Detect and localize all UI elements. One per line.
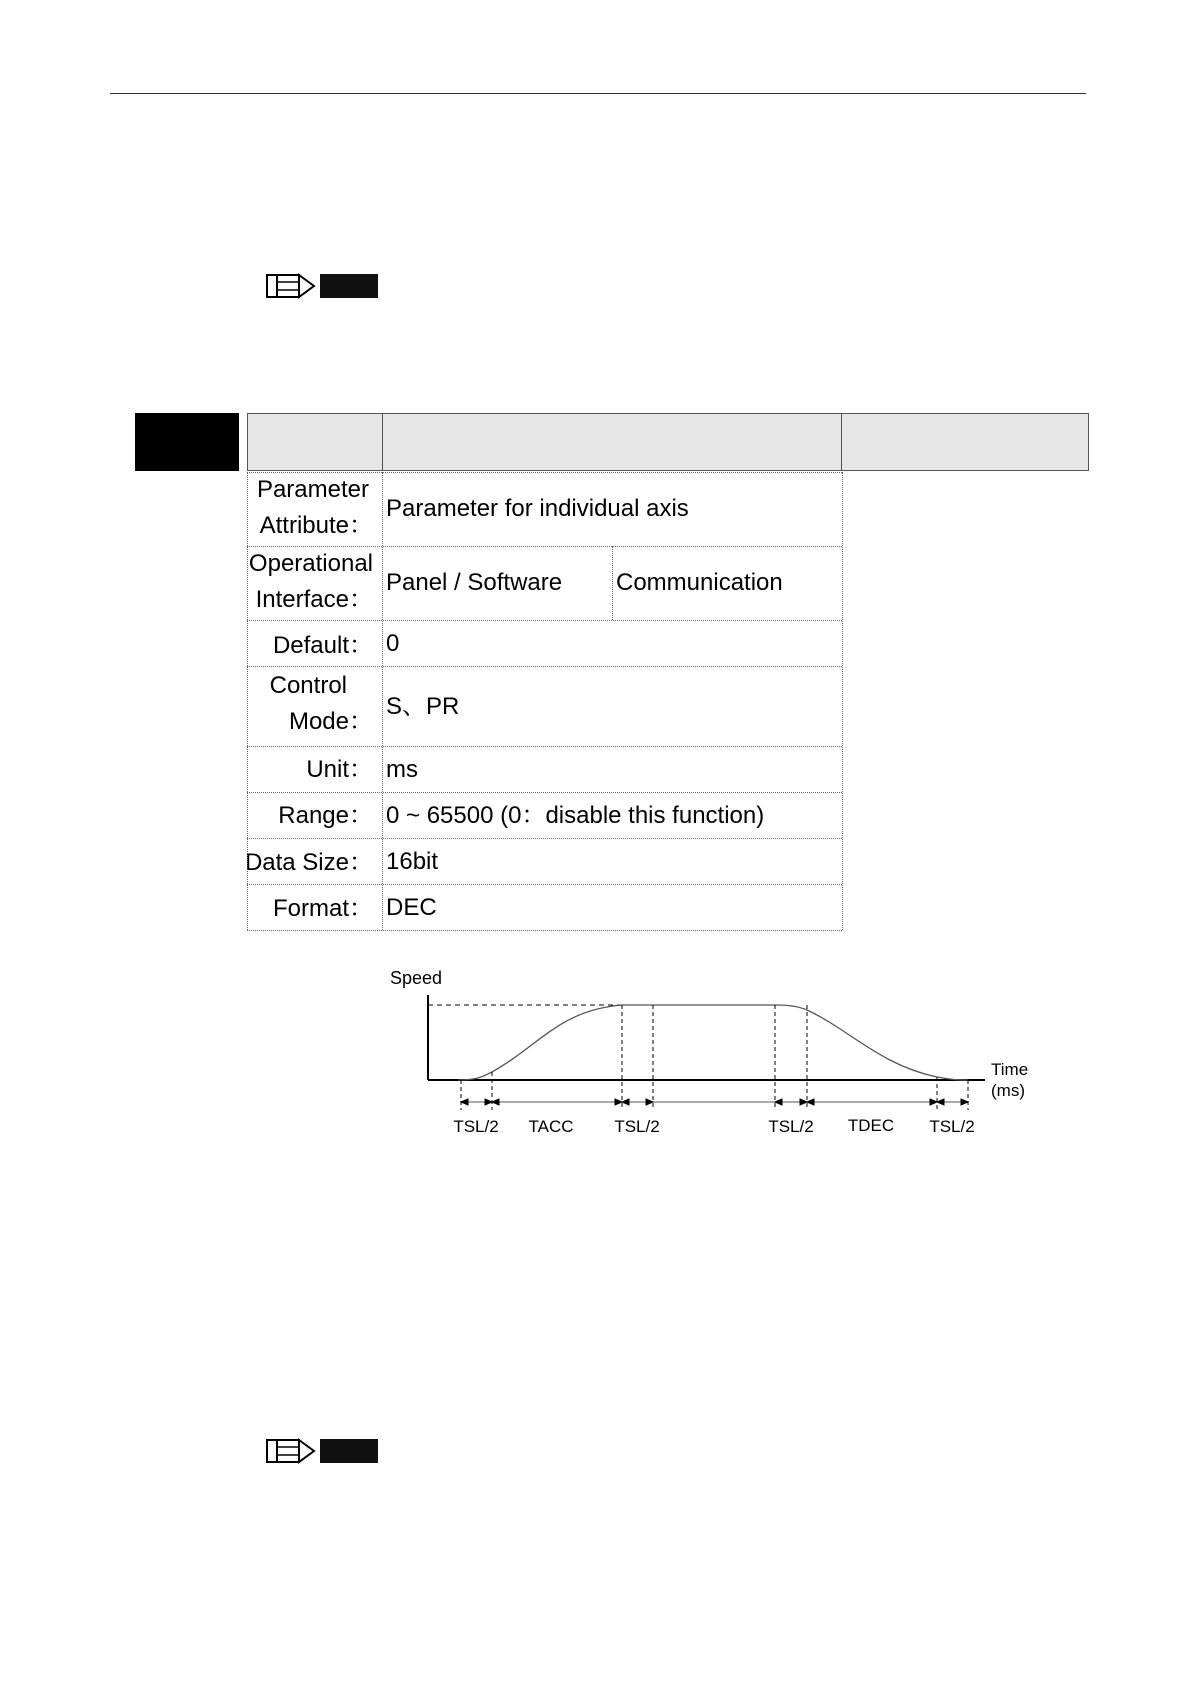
note-pencil-icon xyxy=(266,272,378,300)
grid-line xyxy=(247,546,842,547)
segment-label-tsl-2: TSL/2 xyxy=(614,1117,660,1136)
header-cell-1 xyxy=(247,413,383,471)
value-default: 0 xyxy=(386,630,400,657)
diagram-y-label: Speed xyxy=(390,968,443,988)
s-curve-timing-diagram xyxy=(380,955,1040,1145)
header-cell-2 xyxy=(382,413,842,471)
value-parameter-attribute: Parameter for individual axis xyxy=(386,495,689,522)
segment-markers xyxy=(461,1005,968,1110)
grid-line xyxy=(247,620,842,621)
grid-line xyxy=(247,884,842,885)
segment-label-tsl-4: TSL/2 xyxy=(929,1117,975,1136)
grid-line xyxy=(842,472,843,930)
header-cell-3 xyxy=(841,413,1089,471)
label-format: Format： xyxy=(272,895,373,922)
grid-line xyxy=(247,472,248,930)
value-control-mode: S、PR xyxy=(386,693,460,720)
grid-line xyxy=(247,838,842,839)
grid-line xyxy=(382,472,383,930)
grid-line xyxy=(247,666,842,667)
grid-line xyxy=(247,930,842,931)
grid-line xyxy=(247,792,842,793)
label-operational-interface: Operational Interface： xyxy=(248,550,373,613)
label-unit: Unit： xyxy=(306,756,373,783)
label-default: Default： xyxy=(272,632,373,659)
dimension-arrows xyxy=(461,1099,968,1105)
diagram-x-label-line1: Time xyxy=(991,1060,1029,1079)
segment-label-tsl-1: TSL/2 xyxy=(453,1117,499,1136)
label-control-mode: Control Mode： xyxy=(269,672,373,735)
grid-line xyxy=(612,546,613,620)
parameter-code-tab xyxy=(135,413,239,471)
grid-line xyxy=(247,472,842,473)
segment-label-tdec: TDEC xyxy=(847,1116,895,1135)
segment-label-tsl-3: TSL/2 xyxy=(768,1117,814,1136)
segment-label-tacc: TACC xyxy=(528,1117,574,1136)
diagram-x-label-line2: (ms) xyxy=(991,1081,1025,1100)
label-parameter-attribute: Parameter Attribute： xyxy=(256,476,373,539)
note-pencil-icon xyxy=(266,1437,378,1465)
grid-line xyxy=(247,746,842,747)
header-rule xyxy=(110,93,1086,94)
label-range: Range： xyxy=(278,802,373,829)
speed-curve xyxy=(458,1005,968,1080)
value-unit: ms xyxy=(386,756,418,783)
value-range: 0 ~ 65500 (0：disable this function) xyxy=(386,802,765,829)
value-communication: Communication xyxy=(616,569,783,596)
value-data-size: 16bit xyxy=(386,848,439,875)
label-data-size: Data Size： xyxy=(244,849,373,876)
value-format: DEC xyxy=(386,894,437,921)
value-panel-software: Panel / Software xyxy=(386,569,563,596)
